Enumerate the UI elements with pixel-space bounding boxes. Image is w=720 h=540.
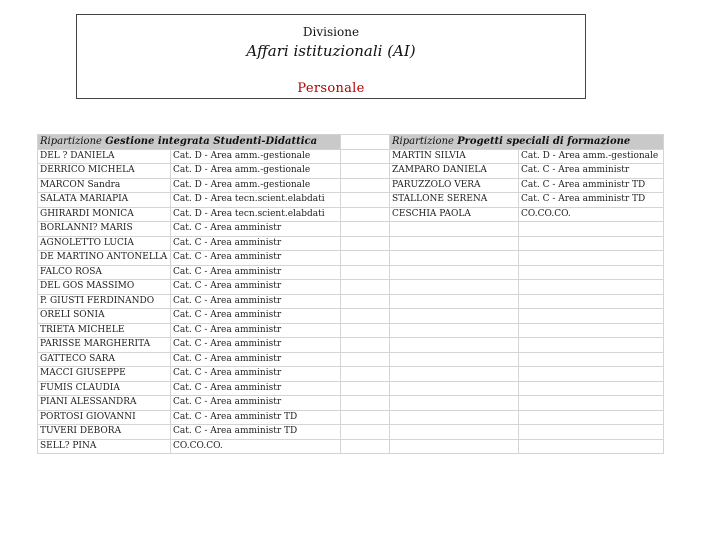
right-staff-name [390,410,519,425]
left-header-prefix: Ripartizione [40,136,102,148]
right-staff-category [519,352,664,367]
right-staff-name [390,309,519,324]
column-gap [341,236,390,251]
table-row [38,251,664,266]
right-staff-name [390,265,519,280]
table-row [38,338,664,353]
right-staff-name [390,396,519,411]
right-staff-name [390,352,519,367]
left-staff-name: MARCON Sandra [38,178,171,193]
left-staff-category: Cat. C - Area amministr [171,265,341,280]
right-staff-category [519,396,664,411]
left-staff-name: TRIETA MICHELE [38,323,171,338]
column-gap [341,338,390,353]
table-row [38,367,664,382]
right-staff-category [519,251,664,266]
table-row [38,396,664,411]
division-name: Affari istituzionali (AI) [246,42,416,60]
right-staff-category [519,236,664,251]
right-staff-category [519,439,664,454]
right-staff-category: Cat. D - Area amm.-gestionale [519,149,664,164]
column-gap [341,425,390,440]
left-staff-name: PARISSE MARGHERITA [38,338,171,353]
table-row [38,280,664,295]
right-staff-name [390,294,519,309]
right-header-name: Progetti speciali di formazione [457,136,631,148]
right-department-header [390,135,664,150]
left-staff-name: GATTECO SARA [38,352,171,367]
table-row [38,222,664,237]
left-staff-category: Cat. C - Area amministr [171,280,341,295]
column-gap [341,410,390,425]
right-staff-name [390,280,519,295]
table-row [38,294,664,309]
left-staff-category: Cat. C - Area amministr [171,352,341,367]
left-staff-category: Cat. D - Area amm.-gestionale [171,149,341,164]
right-staff-name: MARTIN SILVIA [390,149,519,164]
left-staff-name: DEL ? DANIELA [38,149,171,164]
column-gap [341,396,390,411]
left-staff-category: Cat. C - Area amministr [171,381,341,396]
left-staff-category: Cat. C - Area amministr [171,396,341,411]
left-staff-name: SALATA MARIAPIA [38,193,171,208]
column-gap [341,352,390,367]
header-box [76,14,586,99]
left-staff-name: SELL? PINA [38,439,171,454]
right-header-prefix: Ripartizione [392,136,454,148]
column-gap [341,323,390,338]
column-gap [341,193,390,208]
right-staff-name [390,338,519,353]
left-staff-category: Cat. C - Area amministr [171,294,341,309]
column-gap [341,222,390,237]
right-staff-category [519,309,664,324]
right-staff-name: STALLONE SERENA [390,193,519,208]
right-staff-category: CO.CO.CO. [519,207,664,222]
right-staff-category [519,425,664,440]
table-row [38,381,664,396]
right-staff-category [519,265,664,280]
table-row [38,410,664,425]
column-gap [341,135,390,150]
table-row [38,439,664,454]
table-header-row [38,135,664,150]
right-staff-name [390,439,519,454]
right-staff-category [519,367,664,382]
left-staff-name: DEL GOS MASSIMO [38,280,171,295]
column-gap [341,381,390,396]
column-gap [341,294,390,309]
right-staff-category: Cat. C - Area amministr [519,164,664,179]
left-staff-name: GHIRARDI MONICA [38,207,171,222]
column-gap [341,149,390,164]
right-staff-category [519,222,664,237]
table-row [38,352,664,367]
left-staff-name: ORELI SONIA [38,309,171,324]
left-staff-category: Cat. D - Area amm.-gestionale [171,164,341,179]
column-gap [341,207,390,222]
right-staff-name: PARUZZOLO VERA [390,178,519,193]
table-row [38,193,664,208]
left-staff-name: PIANI ALESSANDRA [38,396,171,411]
table-row [38,178,664,193]
left-staff-category: Cat. C - Area amministr [171,338,341,353]
left-header-name: Gestione integrata Studenti-Didattica [105,136,318,148]
right-staff-category [519,338,664,353]
table-row [38,309,664,324]
left-staff-category: Cat. C - Area amministr TD [171,425,341,440]
right-staff-name [390,381,519,396]
table-row [38,207,664,222]
section-title: Personale [297,81,365,96]
right-staff-category: Cat. C - Area amministr TD [519,193,664,208]
table-row [38,236,664,251]
left-staff-name: BORLANNI? MARIS [38,222,171,237]
right-staff-category [519,381,664,396]
table-row [38,425,664,440]
left-staff-name: TUVERI DEBORA [38,425,171,440]
left-staff-name: MACCI GIUSEPPE [38,367,171,382]
column-gap [341,164,390,179]
left-staff-category: Cat. C - Area amministr TD [171,410,341,425]
column-gap [341,265,390,280]
column-gap [341,280,390,295]
right-staff-name [390,222,519,237]
left-staff-category: Cat. C - Area amministr [171,222,341,237]
left-staff-name: FALCO ROSA [38,265,171,280]
table-row [38,265,664,280]
right-staff-name [390,323,519,338]
right-staff-name [390,236,519,251]
column-gap [341,309,390,324]
right-staff-category [519,323,664,338]
table-row [38,149,664,164]
left-staff-category: Cat. D - Area tecn.scient.elabdati [171,193,341,208]
division-label: Divisione [302,25,360,39]
left-staff-category: CO.CO.CO. [171,439,341,454]
table-row [38,164,664,179]
right-staff-category: Cat. C - Area amministr TD [519,178,664,193]
right-staff-category [519,294,664,309]
left-staff-category: Cat. C - Area amministr [171,323,341,338]
left-staff-name: PORTOSI GIOVANNI [38,410,171,425]
column-gap [341,439,390,454]
left-staff-category: Cat. C - Area amministr [171,367,341,382]
left-staff-category: Cat. C - Area amministr [171,309,341,324]
staff-table-body [38,135,664,454]
left-staff-category: Cat. C - Area amministr [171,251,341,266]
left-staff-name: P. GIUSTI FERDINANDO [38,294,171,309]
table-row [38,323,664,338]
left-staff-name: DERRICO MICHELA [38,164,171,179]
left-staff-name: AGNOLETTO LUCIA [38,236,171,251]
left-staff-category: Cat. C - Area amministr [171,236,341,251]
left-staff-category: Cat. D - Area amm.-gestionale [171,178,341,193]
right-staff-category [519,410,664,425]
right-staff-name [390,367,519,382]
left-department-header [38,135,341,150]
right-staff-name: ZAMPARO DANIELA [390,164,519,179]
left-staff-name: DE MARTINO ANTONELLA [38,251,171,266]
right-staff-category [519,280,664,295]
staff-table [37,134,664,454]
left-staff-category: Cat. D - Area tecn.scient.elabdati [171,207,341,222]
left-staff-name: FUMIS CLAUDIA [38,381,171,396]
right-staff-name [390,425,519,440]
column-gap [341,178,390,193]
column-gap [341,251,390,266]
right-staff-name: CESCHIA PAOLA [390,207,519,222]
right-staff-name [390,251,519,266]
column-gap [341,367,390,382]
